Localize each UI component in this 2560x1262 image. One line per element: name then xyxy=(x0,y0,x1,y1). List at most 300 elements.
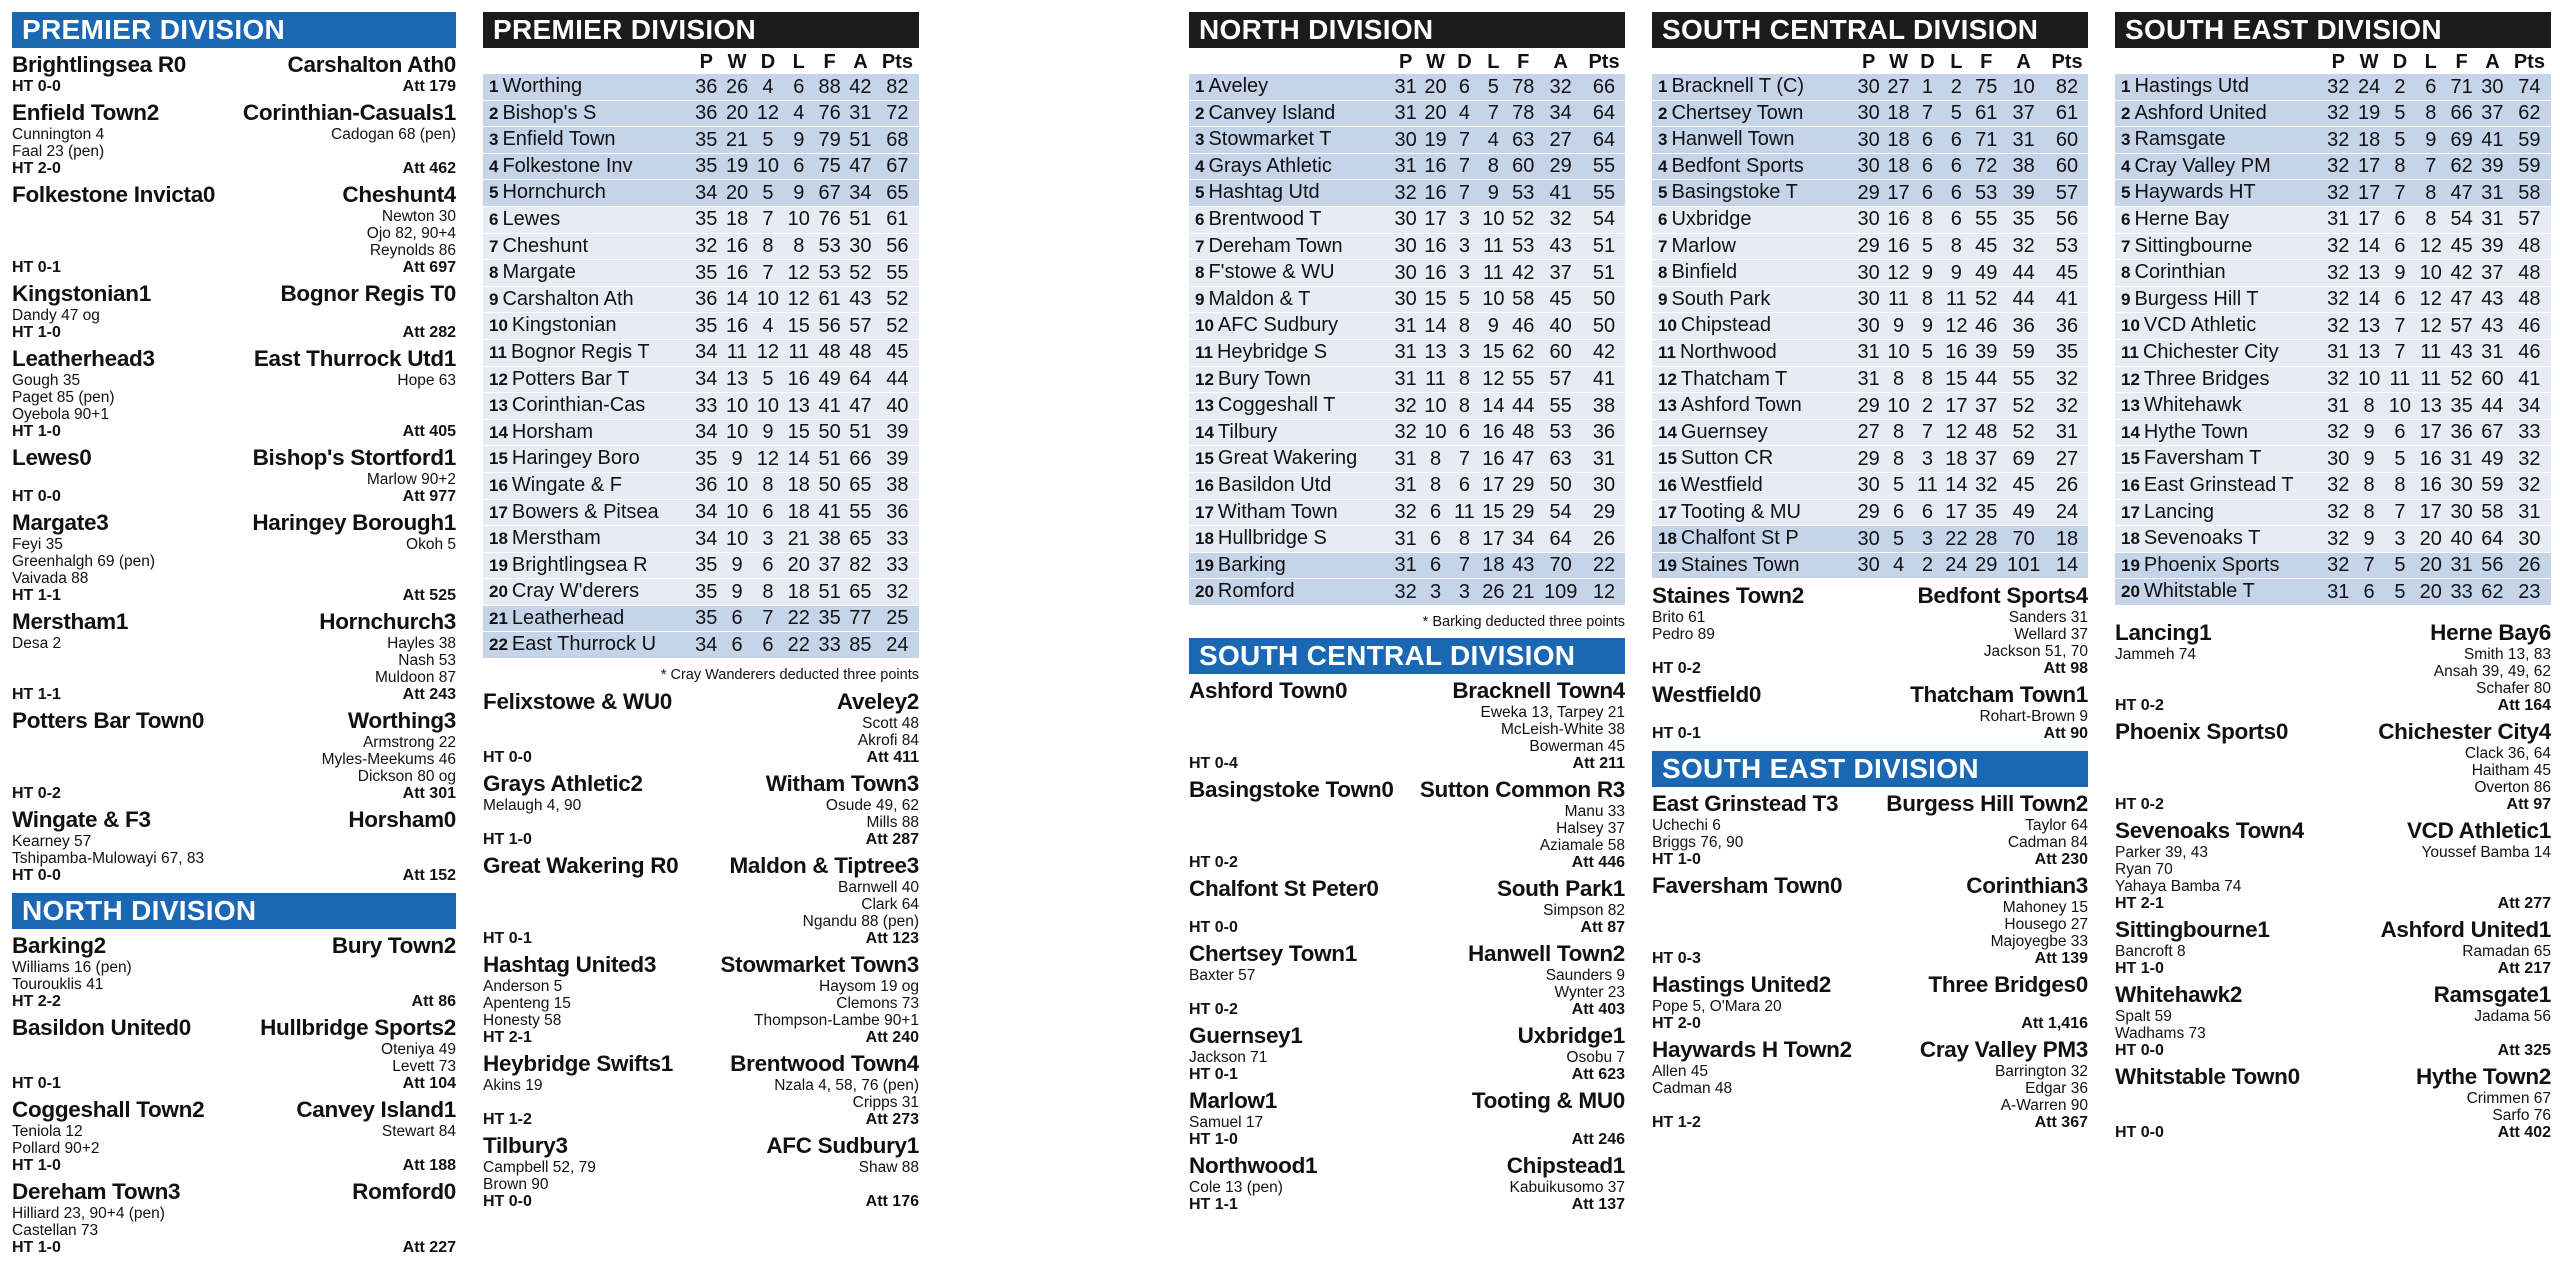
scorers-line xyxy=(1652,817,2088,834)
match-result xyxy=(2115,1064,2551,1142)
scorers-line xyxy=(12,635,456,652)
column-header: L xyxy=(792,51,805,73)
away-scorers: Stewart 84 xyxy=(381,1123,456,1140)
team-cell xyxy=(483,180,691,207)
half-time-line xyxy=(1652,660,2088,678)
stat-cell: 12 xyxy=(753,339,784,366)
home-score: 0 xyxy=(1829,873,1843,899)
team-cell xyxy=(1652,393,1854,420)
stat-cell: 13 xyxy=(2354,339,2385,366)
stat-cell: 30 xyxy=(1854,552,1884,579)
column-premier-table xyxy=(483,12,919,1211)
away-scorers: Smith 13, 83 xyxy=(2463,645,2551,663)
position: 13 xyxy=(1658,396,1677,416)
stat-cell: 12 xyxy=(2415,286,2446,313)
position: 2 xyxy=(1658,103,1668,123)
table-row xyxy=(1189,286,1625,313)
table-row xyxy=(483,419,919,446)
home-score: 0 xyxy=(191,708,205,733)
team-name: East Thurrock U xyxy=(511,633,657,656)
team-name: Corinthian xyxy=(2134,261,2226,284)
home-team: Enfield Town xyxy=(12,100,147,125)
half-time-score: HT 0-4 xyxy=(1189,754,1238,772)
table-row xyxy=(1652,446,2088,473)
team-name: Cray W'derers xyxy=(511,580,640,603)
attendance: Att 97 xyxy=(2506,795,2551,813)
attendance: Att 977 xyxy=(402,488,456,505)
stat-cell: 18 xyxy=(783,472,814,499)
attendance: Att 123 xyxy=(865,930,919,948)
team-cell xyxy=(1189,153,1391,180)
stat-cell: 41 xyxy=(814,393,845,420)
team-cell xyxy=(1189,526,1391,553)
half-time-line xyxy=(12,993,456,1011)
stat-cell: 16 xyxy=(1421,233,1451,260)
stat-cell: 26 xyxy=(1478,579,1508,606)
stat-cell: 31 xyxy=(2323,339,2354,366)
stat-cell: 32 xyxy=(2323,74,2354,100)
team-name: Wingate & F xyxy=(511,473,622,496)
match-result xyxy=(1652,1037,2088,1132)
scorers-line xyxy=(12,307,456,324)
stat-cell: 43 xyxy=(845,286,876,313)
stat-cell: 16 xyxy=(2415,472,2446,499)
stat-cell: 61 xyxy=(1971,100,2001,127)
team-name: Ramsgate xyxy=(2134,128,2226,151)
stat-cell: 10 xyxy=(753,393,784,420)
stat-cell: 17 xyxy=(2354,180,2385,207)
stat-cell: 34 xyxy=(1538,100,1583,127)
stat-cell: 9 xyxy=(722,446,753,473)
stat-cell: 32 xyxy=(2323,552,2354,579)
away-score: 0 xyxy=(443,281,456,306)
away-scorers: Barrington 32 xyxy=(1994,1063,2088,1081)
stat-cell: 56 xyxy=(814,313,845,340)
team-name: Ashford Town xyxy=(1680,394,1802,417)
stat-cell: 24 xyxy=(2046,499,2088,526)
stat-cell: 29 xyxy=(1538,153,1583,180)
stat-cell: 34 xyxy=(691,499,722,526)
team-name: Horsham xyxy=(511,420,594,443)
stat-cell: 20 xyxy=(722,100,753,127)
table-row xyxy=(483,206,919,233)
team-name: Potters Bar T xyxy=(511,367,630,390)
stat-cell: 5 xyxy=(1941,100,1971,127)
half-time-score: HT 0-2 xyxy=(2115,696,2164,714)
away-scorers: Barnwell 40 xyxy=(838,879,919,897)
table-row xyxy=(483,499,919,526)
stat-cell: 49 xyxy=(2001,499,2046,526)
stat-cell: 39 xyxy=(1971,339,2001,366)
team-cell xyxy=(1189,127,1391,154)
half-time-line xyxy=(12,78,456,96)
table-row xyxy=(1189,74,1625,100)
team-name: Bury Town xyxy=(1217,367,1311,390)
away-scorers: Muldoon 87 xyxy=(374,669,456,686)
match-score-line xyxy=(12,346,456,372)
attendance: Att 405 xyxy=(402,423,456,440)
position: 20 xyxy=(489,582,508,602)
away-team: Bracknell Town xyxy=(1452,677,1613,703)
half-time-line xyxy=(2115,1124,2551,1142)
match-result xyxy=(12,510,456,605)
stat-cell: 51 xyxy=(845,127,876,154)
table-row xyxy=(1652,499,2088,526)
home-scorers: Jammeh 74 xyxy=(2115,645,2196,663)
half-time-line xyxy=(12,785,456,803)
away-score: 1 xyxy=(1612,875,1625,901)
scorers-line xyxy=(2115,1090,2551,1107)
scorers-line xyxy=(1652,708,2088,725)
stat-cell: 53 xyxy=(1508,233,1538,260)
stat-cell: 12 xyxy=(1884,260,1914,287)
match-score-line xyxy=(12,1179,456,1205)
half-time-score: HT 0-1 xyxy=(1652,725,1701,743)
stat-cell: 45 xyxy=(2446,233,2477,260)
stat-cell: 5 xyxy=(1478,74,1508,100)
half-time-line xyxy=(12,686,456,704)
home-score: 2 xyxy=(2229,981,2243,1007)
stat-cell: 32 xyxy=(1538,74,1583,100)
stat-cell: 31 xyxy=(1391,100,1421,127)
team-name: Brentwood T xyxy=(1208,207,1322,230)
stat-cell: 8 xyxy=(1913,206,1941,233)
position: 3 xyxy=(2121,130,2131,150)
stat-cell: 3 xyxy=(1450,260,1478,287)
match-score-line xyxy=(1652,972,2088,998)
team-name: Bracknell T (C) xyxy=(1671,75,1805,97)
scorers-line xyxy=(1189,1179,1625,1196)
position: 1 xyxy=(1658,77,1668,96)
stat-cell: 50 xyxy=(814,419,845,446)
home-team: Kingstonian xyxy=(12,281,139,306)
scorers-line xyxy=(2115,844,2551,861)
away-scorers: Kabuikusomo 37 xyxy=(1509,1178,1625,1196)
match-result xyxy=(12,933,456,1011)
home-team: Sittingbourne xyxy=(2115,916,2258,942)
home-team: Leatherhead xyxy=(12,346,143,371)
stat-cell: 51 xyxy=(1583,260,1625,287)
team-cell xyxy=(483,499,691,526)
stat-cell: 20 xyxy=(2415,526,2446,553)
stat-cell: 35 xyxy=(691,206,722,233)
position: 7 xyxy=(489,236,499,256)
team-name: Corinthian-Cas xyxy=(511,394,646,417)
stat-cell: 41 xyxy=(1538,180,1583,207)
team-name: Westfield xyxy=(1680,473,1763,496)
stat-cell: 64 xyxy=(1583,127,1625,154)
stat-cell: 13 xyxy=(2354,313,2385,340)
stat-cell: 2 xyxy=(1913,393,1941,420)
scorers-line xyxy=(483,896,919,913)
stat-cell: 53 xyxy=(1508,180,1538,207)
position: 6 xyxy=(2121,209,2131,229)
table-row xyxy=(1652,366,2088,393)
stat-cell: 33 xyxy=(691,393,722,420)
stat-cell: 30 xyxy=(1854,526,1884,553)
stat-cell: 64 xyxy=(2477,526,2508,553)
stat-cell: 6 xyxy=(1941,206,1971,233)
stat-cell: 20 xyxy=(1421,74,1451,100)
stat-cell: 75 xyxy=(1971,74,2001,100)
home-scorers: Hilliard 23, 90+4 (pen) xyxy=(12,1205,165,1222)
team-cell xyxy=(2115,366,2323,393)
table-row xyxy=(1189,472,1625,499)
stat-cell: 10 xyxy=(2415,260,2446,287)
stat-cell: 32 xyxy=(2323,499,2354,526)
attendance: Att 277 xyxy=(2497,894,2551,912)
table-header-row xyxy=(1189,50,1625,74)
scorers-line xyxy=(1189,704,1625,721)
team-name: Aveley xyxy=(1208,75,1269,97)
stat-cell: 5 xyxy=(1450,286,1478,313)
match-score-line xyxy=(483,952,919,978)
match-score-line xyxy=(1652,583,2088,609)
home-scorers: Apenteng 15 xyxy=(483,995,571,1013)
attendance: Att 87 xyxy=(1580,918,1625,936)
stat-cell: 76 xyxy=(814,206,845,233)
stat-cell: 31 xyxy=(845,100,876,127)
stat-cell: 40 xyxy=(1538,313,1583,340)
stat-cell: 36 xyxy=(691,472,722,499)
away-score: 0 xyxy=(443,52,456,77)
stat-cell: 6 xyxy=(1450,472,1478,499)
scorers-line xyxy=(2115,646,2551,663)
stat-cell: 34 xyxy=(691,526,722,553)
team-cell xyxy=(1189,499,1391,526)
home-score: 2 xyxy=(1818,972,1831,998)
match-result xyxy=(12,1179,456,1257)
stat-cell: 30 xyxy=(1854,153,1884,180)
scorers-line xyxy=(1652,643,2088,660)
stat-cell: 3 xyxy=(1450,206,1478,233)
stat-cell: 14 xyxy=(1421,313,1451,340)
away-scorers: Ojo 82, 90+4 xyxy=(366,225,456,242)
stat-cell: 16 xyxy=(1884,233,1914,260)
attendance: Att 90 xyxy=(2043,725,2088,743)
away-team: Bedfont Sports xyxy=(1917,583,2076,609)
home-team: Chalfont St Peter xyxy=(1189,875,1367,901)
table-row xyxy=(1189,366,1625,393)
attendance: Att 282 xyxy=(402,324,456,341)
stat-cell: 9 xyxy=(1941,260,1971,287)
position: 17 xyxy=(1195,502,1214,522)
scorers-line xyxy=(12,751,456,768)
team-name: Uxbridge xyxy=(1671,207,1752,230)
away-team: Romford xyxy=(352,1179,444,1204)
stat-cell: 14 xyxy=(2046,552,2088,579)
stat-cell: 42 xyxy=(1508,260,1538,287)
away-team: Hythe Town xyxy=(2415,1063,2539,1089)
away-team: Uxbridge xyxy=(1517,1022,1613,1048)
away-scorers: Mills 88 xyxy=(866,814,919,832)
stat-cell: 34 xyxy=(691,339,722,366)
section-header: SOUTH EAST DIVISION xyxy=(2115,12,2551,48)
stat-cell: 6 xyxy=(1941,127,1971,154)
stat-cell: 31 xyxy=(1583,446,1625,473)
half-time-score: HT 0-0 xyxy=(12,78,61,95)
stat-cell: 55 xyxy=(876,260,919,287)
stat-cell: 8 xyxy=(2354,499,2385,526)
position: 14 xyxy=(489,422,508,442)
half-time-score: HT 1-0 xyxy=(2115,959,2164,977)
position: 5 xyxy=(1658,183,1668,203)
home-score: 3 xyxy=(96,510,109,535)
stat-cell: 9 xyxy=(753,419,784,446)
away-score: 2 xyxy=(443,1015,456,1040)
position: 14 xyxy=(2121,422,2140,442)
column-header: Pts xyxy=(1588,51,1620,73)
home-score: 0 xyxy=(659,689,672,715)
stat-cell: 38 xyxy=(814,526,845,553)
stat-cell: 8 xyxy=(1450,366,1478,393)
table-row xyxy=(2115,472,2551,499)
stat-cell: 58 xyxy=(2508,180,2551,207)
stat-cell: 60 xyxy=(2477,366,2508,393)
stat-cell: 35 xyxy=(691,579,722,606)
stat-cell: 27 xyxy=(1854,419,1884,446)
away-scorers: Ngandu 88 (pen) xyxy=(802,913,919,931)
scorers-line xyxy=(2115,663,2551,680)
stat-cell: 3 xyxy=(1450,233,1478,260)
match-score-line xyxy=(1189,1153,1625,1179)
team-cell xyxy=(483,526,691,553)
stat-cell: 7 xyxy=(1450,552,1478,579)
team-name: Guernsey xyxy=(1680,420,1768,443)
scorers-line xyxy=(12,126,456,143)
match-result xyxy=(1652,583,2088,678)
match-result xyxy=(12,609,456,704)
home-score: 2 xyxy=(1839,1037,1852,1063)
away-team: Worthing xyxy=(347,708,444,733)
stat-cell: 55 xyxy=(1971,206,2001,233)
away-team: Carshalton Ath xyxy=(287,52,444,77)
table-row xyxy=(1189,579,1625,606)
half-time-score: HT 1-2 xyxy=(483,1111,532,1129)
team-name: Basildon Utd xyxy=(1217,473,1332,496)
stat-cell: 3 xyxy=(1913,446,1941,473)
stat-cell: 14 xyxy=(2354,286,2385,313)
scorers-line xyxy=(1652,916,2088,933)
scorers-line xyxy=(2115,943,2551,960)
stat-cell: 2 xyxy=(2385,74,2416,100)
scorers-line xyxy=(483,1077,919,1094)
stat-cell: 8 xyxy=(1450,526,1478,553)
stat-cell: 11 xyxy=(783,339,814,366)
stat-cell: 18 xyxy=(722,206,753,233)
stat-cell: 36 xyxy=(876,499,919,526)
home-scorers: Cadman 48 xyxy=(1652,1080,1733,1098)
stat-cell: 20 xyxy=(722,180,753,207)
position: 13 xyxy=(2121,396,2140,416)
stat-cell: 30 xyxy=(2508,526,2551,553)
table-row xyxy=(2115,419,2551,446)
half-time-score: HT 1-0 xyxy=(1189,1130,1238,1148)
scorers-line xyxy=(12,372,456,389)
table-header-row xyxy=(483,50,919,74)
team-name: Herne Bay xyxy=(2134,207,2229,230)
scorers-line xyxy=(12,652,456,669)
match-result xyxy=(2115,818,2551,913)
away-team: VCD Athletic xyxy=(2406,817,2539,843)
home-score: 0 xyxy=(1381,776,1394,802)
match-score-line xyxy=(12,1097,456,1123)
stat-cell: 5 xyxy=(753,127,784,154)
stat-cell: 8 xyxy=(1450,313,1478,340)
stat-cell: 31 xyxy=(2508,499,2551,526)
stat-cell: 32 xyxy=(1391,579,1421,606)
stat-cell: 8 xyxy=(1884,419,1914,446)
stat-cell: 7 xyxy=(1478,100,1508,127)
away-scorers: Cadman 84 xyxy=(2007,834,2088,852)
attendance: Att 367 xyxy=(2034,1114,2088,1132)
position: 1 xyxy=(1195,77,1205,96)
team-name: Brightlingsea R xyxy=(511,553,648,576)
position: 3 xyxy=(1195,130,1205,150)
away-score: 1 xyxy=(906,1133,919,1159)
stat-cell: 15 xyxy=(1478,339,1508,366)
away-team: Bury Town xyxy=(331,933,444,958)
team-name: Three Bridges xyxy=(2143,367,2270,390)
table-row xyxy=(1652,313,2088,340)
position: 10 xyxy=(1195,316,1214,336)
stat-cell: 7 xyxy=(753,605,784,632)
column-premier-results xyxy=(12,12,456,1257)
stat-cell: 12 xyxy=(1941,313,1971,340)
stat-cell: 2 xyxy=(1913,552,1941,579)
stat-cell: 77 xyxy=(845,605,876,632)
table-row xyxy=(2115,74,2551,100)
away-team: Chichester City xyxy=(2378,718,2539,744)
stat-cell: 44 xyxy=(876,366,919,393)
away-team: Brentwood Town xyxy=(730,1051,907,1077)
stat-cell: 6 xyxy=(783,153,814,180)
home-scorers: Tourouklis 41 xyxy=(12,976,104,993)
home-team: Lancing xyxy=(2115,619,2200,645)
stat-cell: 5 xyxy=(753,180,784,207)
stat-cell: 6 xyxy=(753,552,784,579)
scorers-line xyxy=(483,732,919,749)
stat-cell: 27 xyxy=(1884,74,1914,100)
team-cell xyxy=(483,233,691,260)
half-time-line xyxy=(2115,1042,2551,1060)
home-team: Basildon United xyxy=(12,1015,179,1040)
home-team: Dereham Town xyxy=(12,1179,169,1204)
stat-cell: 31 xyxy=(1391,153,1421,180)
column-header: L xyxy=(1950,51,1963,73)
results-list xyxy=(483,689,919,1211)
stat-cell: 48 xyxy=(845,339,876,366)
home-score: 2 xyxy=(1791,583,1804,609)
stat-cell: 10 xyxy=(722,499,753,526)
scorers-line xyxy=(12,225,456,242)
position: 18 xyxy=(1658,529,1677,549)
match-result xyxy=(483,1133,919,1211)
table-row xyxy=(483,632,919,659)
stat-cell: 38 xyxy=(1583,393,1625,420)
team-cell xyxy=(483,393,691,420)
stat-cell: 17 xyxy=(1421,206,1451,233)
team-name: Hashtag Utd xyxy=(1208,181,1320,204)
position: 4 xyxy=(1658,156,1668,176)
stat-cell: 45 xyxy=(876,339,919,366)
home-scorers: Brown 90 xyxy=(483,1176,549,1194)
stat-cell: 31 xyxy=(2477,206,2508,233)
home-score: 1 xyxy=(1264,1087,1277,1113)
away-team: Hornchurch xyxy=(319,609,444,634)
stat-cell: 48 xyxy=(1971,419,2001,446)
stat-cell: 6 xyxy=(1913,180,1941,207)
